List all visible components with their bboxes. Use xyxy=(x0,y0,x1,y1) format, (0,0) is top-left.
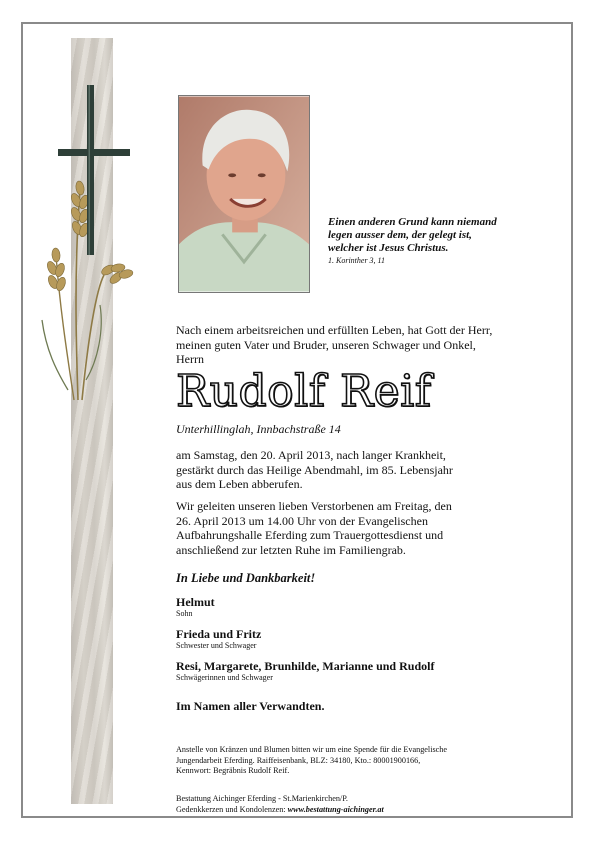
quote-reference: 1. Korinther 3, 11 xyxy=(328,256,385,265)
quote-line: Einen anderen Grund kann niemand xyxy=(328,216,497,228)
mourner-relation: Schwester und Schwager xyxy=(176,641,257,650)
intro-line: meinen guten Vater und Bruder, unseren Schwager und Onkel, xyxy=(176,337,476,352)
deceased-name: Rudolf Reif xyxy=(176,366,432,417)
donation-line: Kennwort: Begräbnis Rudolf Reif. xyxy=(176,766,290,775)
mourner-relation: Sohn xyxy=(176,609,193,618)
intro-text xyxy=(176,323,526,367)
death-line: am Samstag, den 20. April 2013, nach langer Krankheit, xyxy=(176,448,446,462)
funeral-paragraph xyxy=(176,499,516,557)
mourner-name: Helmut xyxy=(176,595,215,609)
funeral-line: Wir geleiten unseren lieben Verstorbenen am Freitag, den xyxy=(176,499,452,513)
death-paragraph xyxy=(176,448,516,492)
donation-line: Anstelle von Kränzen und Blumen bitten wir um eine Spende für die Evangelische xyxy=(176,745,448,754)
closing-phrase: In Liebe und Dankbarkeit! xyxy=(176,571,316,585)
donation-notice xyxy=(176,745,516,777)
death-line: gestärkt durch das Heilige Abendmahl, im 85. Lebensjahr xyxy=(176,462,453,477)
cross-icon xyxy=(58,85,130,255)
donation-line: Jungendarbeit Eferding. Raiffeisenbank, BLZ: 34180, Kto.: 80001900166, xyxy=(176,755,421,765)
deceased-address: Unterhillinglah, Innbachstraße 14 xyxy=(176,422,341,436)
quote-line: legen ausser dem, der gelegt ist, xyxy=(328,229,472,241)
funeral-line: anschließend zur letzten Ruhe im Familiengrab. xyxy=(176,542,406,557)
mourner-entry xyxy=(176,595,215,619)
mourner-entry xyxy=(176,627,261,651)
undertaker-contact xyxy=(176,805,516,816)
bible-quote xyxy=(328,216,558,265)
funeral-line: Aufbahrungshalle Eferding zum Trauergottesdienst und xyxy=(176,528,444,542)
mourner-relation: Schwägerinnen und Schwager xyxy=(176,673,273,682)
relatives-line: Im Namen aller Verwandten. xyxy=(176,699,325,713)
intro-line: Herrn xyxy=(176,352,204,366)
website-link[interactable]: www.bestattung-aichinger.at xyxy=(287,804,384,814)
mourner-name: Resi, Margarete, Brunhilde, Marianne und Rudolf xyxy=(176,659,435,673)
intro-line: Nach einem arbeitsreichen und erfüllten Leben, hat Gott der Herr, xyxy=(176,323,493,337)
mourner-name: Frieda und Fritz xyxy=(176,627,262,641)
death-line: aus dem Leben abberufen. xyxy=(176,477,303,491)
mourner-entry xyxy=(176,659,434,683)
funeral-line: 26. April 2013 um 14.00 Uhr von der Evangelischen xyxy=(176,513,428,528)
condolence-label: Gedenkkerzen und Kondolenzen: xyxy=(176,804,288,814)
portrait-photo xyxy=(178,95,310,293)
undertaker-info xyxy=(176,794,516,815)
quote-line: welcher ist Jesus Christus. xyxy=(328,242,449,254)
cross-wheat-decoration xyxy=(38,80,138,410)
undertaker-name: Bestattung Aichinger Eferding - St.Marienkirchen/P. xyxy=(176,794,348,803)
